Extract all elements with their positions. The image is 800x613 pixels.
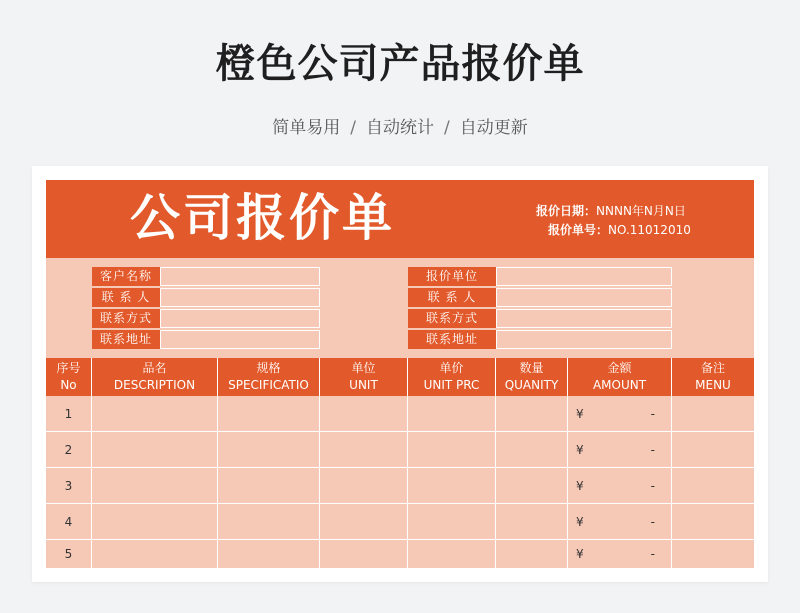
- table-row: [46, 504, 754, 540]
- col-quantity: 数量 QUANITY: [496, 358, 568, 396]
- cell-remark[interactable]: [672, 468, 754, 504]
- customer-contact-field[interactable]: [160, 288, 320, 307]
- cell-specification[interactable]: [218, 540, 320, 568]
- col-amount: 金额 AMOUNT: [568, 358, 672, 396]
- table-row: [46, 432, 754, 468]
- customer-phone-field[interactable]: [160, 309, 320, 328]
- currency-symbol: ¥: [576, 479, 584, 493]
- cell-description[interactable]: [92, 504, 218, 540]
- quote-address-label: 联系地址: [408, 330, 496, 349]
- row-number: 1: [46, 396, 92, 432]
- quote-company-label: 报价单位: [408, 267, 496, 286]
- amount-value: -: [650, 479, 655, 493]
- cell-unit[interactable]: [320, 468, 408, 504]
- customer-phone-label: 联系方式: [92, 309, 160, 328]
- cell-description[interactable]: [92, 468, 218, 504]
- quote-sheet: [46, 180, 754, 568]
- quote-date-value: NNNN年N月N日: [596, 204, 686, 218]
- cell-unit[interactable]: [320, 504, 408, 540]
- cell-amount: [568, 468, 672, 504]
- col-description: 品名 DESCRIPTION: [92, 358, 218, 396]
- currency-symbol: ¥: [576, 443, 584, 457]
- cell-amount: [568, 540, 672, 568]
- cell-quantity[interactable]: [496, 396, 568, 432]
- col-remark: 备注 MENU: [695, 361, 731, 392]
- tag-auto-update: 自动更新: [459, 118, 528, 138]
- currency-symbol: ¥: [576, 547, 584, 561]
- customer-contact-label: 联 系 人: [92, 288, 160, 307]
- cell-remark[interactable]: [672, 432, 754, 468]
- cell-unit[interactable]: [320, 432, 408, 468]
- cell-unit-price[interactable]: [408, 432, 496, 468]
- cell-specification[interactable]: [218, 396, 320, 432]
- customer-name-field[interactable]: [160, 267, 320, 286]
- quote-number-value: NO.11012010: [608, 223, 691, 237]
- amount-value: -: [650, 547, 655, 561]
- cell-unit-price[interactable]: [408, 468, 496, 504]
- feature-tags: [0, 113, 800, 138]
- customer-name-label: 客户名称: [92, 267, 160, 286]
- customer-address-field[interactable]: [160, 330, 320, 349]
- cell-remark[interactable]: [672, 540, 754, 568]
- quote-date: [536, 202, 686, 219]
- quote-company-field[interactable]: [496, 267, 672, 286]
- page-title: 橙色公司产品报价单: [215, 41, 585, 87]
- cell-description[interactable]: [92, 432, 218, 468]
- quote-number: [548, 221, 691, 238]
- table-row: [46, 468, 754, 504]
- sheet-title: 公司报价单: [130, 189, 395, 247]
- col-specification: 规格 SPECIFICATIO: [218, 358, 320, 396]
- quote-phone-field[interactable]: [496, 309, 672, 328]
- tag-easy: 简单易用: [272, 118, 341, 138]
- cell-amount: [568, 396, 672, 432]
- cell-description[interactable]: [92, 396, 218, 432]
- cell-amount: [568, 432, 672, 468]
- amount-value: -: [650, 407, 655, 421]
- row-number: 4: [46, 504, 92, 540]
- row-number: 3: [46, 468, 92, 504]
- col-unit-price: 单价 UNIT PRC: [408, 358, 496, 396]
- tag-separator: /: [350, 118, 356, 138]
- cell-specification[interactable]: [218, 468, 320, 504]
- col-unit: 单位 UNIT: [320, 358, 408, 396]
- col-no: 序号 No: [46, 358, 92, 396]
- tag-auto-stats: 自动统计: [366, 118, 434, 138]
- row-number: 2: [46, 432, 92, 468]
- table-row: [46, 396, 754, 432]
- cell-unit-price[interactable]: [408, 540, 496, 568]
- cell-specification[interactable]: [218, 504, 320, 540]
- quote-contact-field[interactable]: [496, 288, 672, 307]
- quote-number-label: 报价单号：: [548, 223, 609, 237]
- tag-separator: /: [444, 118, 450, 138]
- cell-unit[interactable]: [320, 540, 408, 568]
- table-row: [46, 540, 754, 568]
- quote-contact-label: 联 系 人: [408, 288, 496, 307]
- cell-amount: [568, 504, 672, 540]
- cell-quantity[interactable]: [496, 432, 568, 468]
- cell-remark[interactable]: [672, 396, 754, 432]
- amount-value: -: [650, 515, 655, 529]
- currency-symbol: ¥: [576, 407, 584, 421]
- cell-unit-price[interactable]: [408, 504, 496, 540]
- cell-specification[interactable]: [218, 432, 320, 468]
- cell-remark[interactable]: [672, 504, 754, 540]
- table-header: [46, 358, 754, 396]
- cell-quantity[interactable]: [496, 504, 568, 540]
- cell-unit-price[interactable]: [408, 396, 496, 432]
- amount-value: -: [650, 443, 655, 457]
- quote-address-field[interactable]: [496, 330, 672, 349]
- sheet-banner: [46, 180, 754, 258]
- cell-quantity[interactable]: [496, 540, 568, 568]
- row-number: 5: [46, 540, 92, 568]
- currency-symbol: ¥: [576, 515, 584, 529]
- quote-phone-label: 联系方式: [408, 309, 496, 328]
- customer-address-label: 联系地址: [92, 330, 160, 349]
- cell-quantity[interactable]: [496, 468, 568, 504]
- cell-unit[interactable]: [320, 396, 408, 432]
- cell-description[interactable]: [92, 540, 218, 568]
- quote-date-label: 报价日期：: [536, 204, 597, 218]
